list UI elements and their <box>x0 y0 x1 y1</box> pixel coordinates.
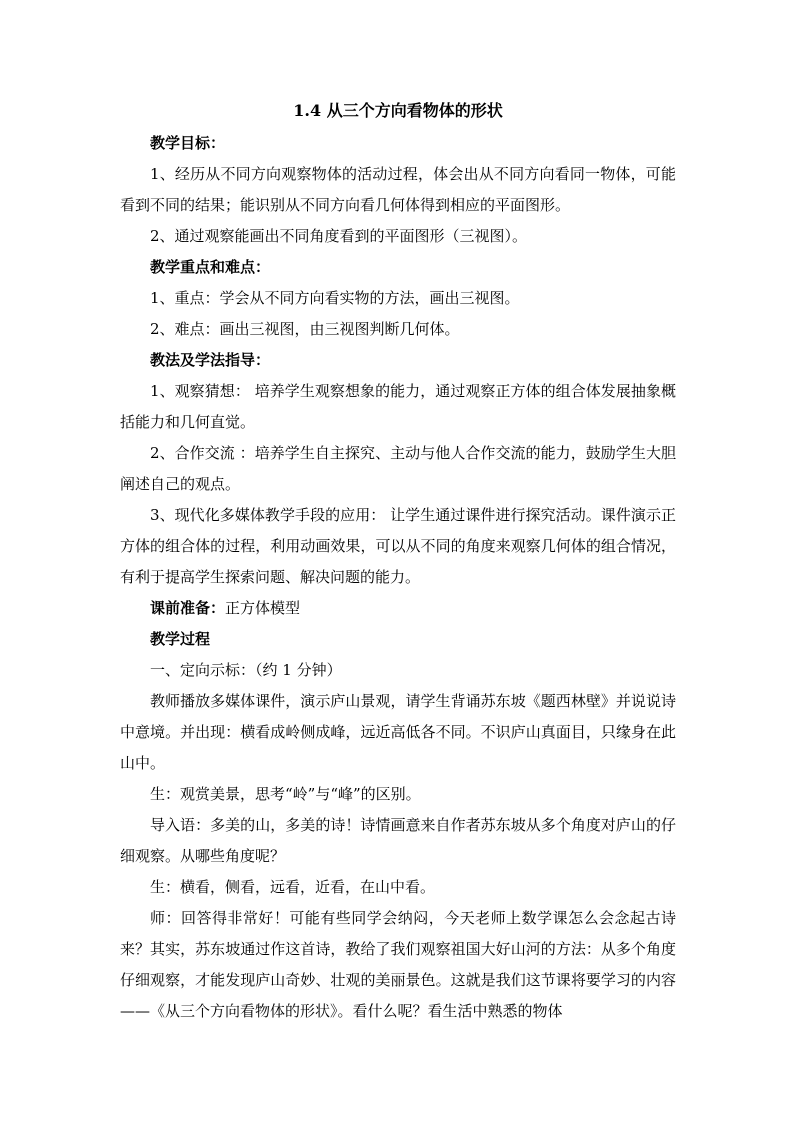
paragraph: 一、定向示标：（约 1 分钟） <box>150 661 342 679</box>
paragraph: 师：回答得非常好！可能有些同学会纳闷，今天老师上数学课怎么会念起古诗来？其实，苏东坡通过作这首诗，教给了我们观察祖国大好山河的方法：从多个角度仔细观察，才能发现庐山奇妙、壮观的美丽景色。这就是我们这节课将要学习的内容——《从三个方向看物体的形状》。看什么呢？看生活中熟悉的物体 <box>120 909 676 1020</box>
paragraph: 2、合作交流 ：培养学生自主探究、主动与他人合作交流的能力，鼓励学生大胆阐述自己的观点。 <box>120 444 676 493</box>
section-heading-objectives: 教学目标： <box>150 134 226 152</box>
paragraph: 导入语：多美的山，多美的诗！诗情画意来自作者苏东坡从多个角度对庐山的仔细观察。从哪些角度呢？ <box>120 816 676 865</box>
section-heading-key-points: 教学重点和难点： <box>150 258 271 276</box>
preparation-value: 正方体模型 <box>225 599 301 617</box>
document-title: 1.4 从三个方向看物体的形状 <box>293 101 503 120</box>
paragraph: 1、重点：学会从不同方向看实物的方法，画出三视图。 <box>150 289 520 307</box>
paragraph: 2、通过观察能画出不同角度看到的平面图形（三视图）。 <box>150 227 528 245</box>
section-heading-process: 教学过程 <box>150 630 211 648</box>
paragraph: 教师播放多媒体课件，演示庐山景观，请学生背诵苏东坡《题西林壁》并说说诗中意境。并出现：横看成岭侧成峰，远近高低各不同。不识庐山真面目，只缘身在此山中。 <box>120 692 676 772</box>
paragraph: 生：观赏美景，思考“岭”与“峰”的区别。 <box>150 785 421 803</box>
paragraph: 1、经历从不同方向观察物体的活动过程，体会出从不同方向看同一物体，可能看到不同的结果；能识别从不同方向看几何体得到相应的平面图形。 <box>120 165 676 214</box>
section-heading-methods: 教法及学法指导： <box>150 351 271 369</box>
paragraph: 1、观察猜想： 培养学生观察想象的能力，通过观察正方体的组合体发展抽象概括能力和几何直觉。 <box>120 382 676 431</box>
paragraph: 生：横看，侧看，远看，近看，在山中看。 <box>150 878 436 896</box>
document-body <box>120 94 676 1027</box>
paragraph: 3、现代化多媒体教学手段的应用： 让学生通过课件进行探究活动。课件演示正方体的组合体的过程，利用动画效果，可以从不同的角度来观察几何体的组合情况，有利于提高学生探索问题、解决问题的能力。 <box>120 506 676 586</box>
preparation-line <box>120 593 676 624</box>
paragraph: 2、难点：画出三视图，由三视图判断几何体。 <box>150 320 460 338</box>
preparation-label: 课前准备： <box>150 599 226 617</box>
